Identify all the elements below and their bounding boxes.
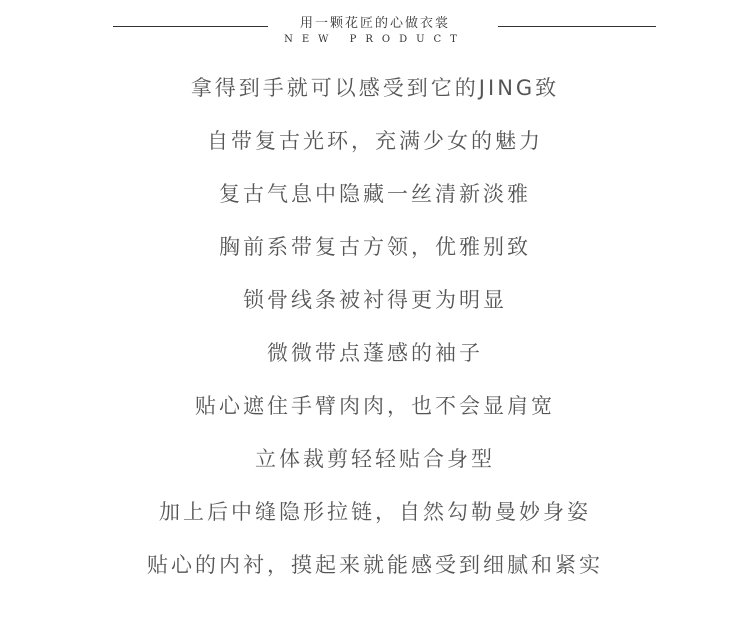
description-line: 拿得到手就可以感受到它的JING致 (190, 76, 560, 100)
description-line: 加上后中缝隐形拉链，自然勾勒曼妙身姿 (159, 500, 591, 524)
header-subtitle: NEW PRODUCT (284, 34, 466, 45)
description-line: 自带复古光环，充满少女的魅力 (207, 129, 543, 153)
description-line: 微微带点蓬感的袖子 (267, 341, 483, 365)
description-line: 胸前系带复古方领，优雅别致 (219, 235, 531, 259)
description-line: 贴心遮住手臂肉肉，也不会显肩宽 (195, 394, 555, 418)
description-line: 锁骨线条被衬得更为明显 (243, 288, 507, 312)
description-line: 复古气息中隐藏一丝清新淡雅 (219, 182, 531, 206)
description-line: 贴心的内衬，摸起来就能感受到细腻和紧实 (147, 553, 603, 577)
section-header (0, 0, 750, 60)
header-title: 用一颗花匠的心做衣裳 (299, 16, 450, 31)
description-list (0, 62, 750, 592)
description-line: 立体裁剪轻轻贴合身型 (255, 447, 495, 471)
